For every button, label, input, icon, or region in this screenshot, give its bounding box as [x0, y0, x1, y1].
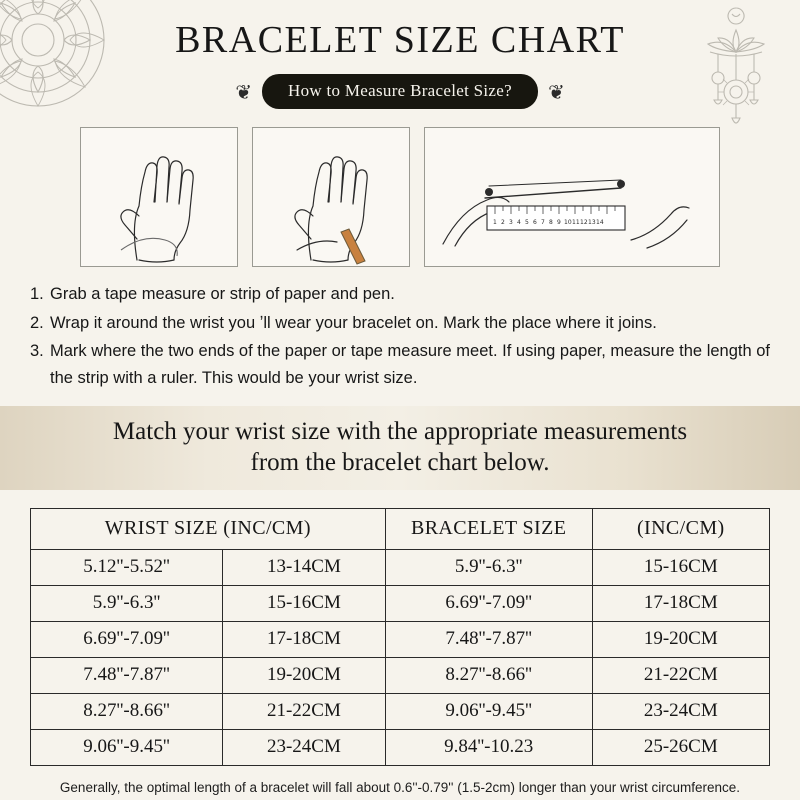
- cell-bracelet-cm: 21-22CM: [592, 657, 769, 693]
- size-table: [30, 508, 770, 766]
- step-text: Grab a tape measure or strip of paper and pen.: [50, 285, 395, 303]
- cell-wrist-cm: 21-22CM: [223, 693, 386, 729]
- step-number: 2.: [30, 313, 44, 332]
- cell-wrist-cm: 15-16CM: [223, 585, 386, 621]
- cell-bracelet-cm: 19-20CM: [592, 621, 769, 657]
- cell-wrist-cm: 23-24CM: [223, 729, 386, 765]
- svg-text:11: 11: [572, 219, 580, 226]
- svg-text:7: 7: [541, 219, 545, 226]
- cell-bracelet-inch: 9.84''-10.23: [385, 729, 592, 765]
- cell-bracelet-inch: 6.69''-7.09'': [385, 585, 592, 621]
- step-number: 3.: [30, 342, 44, 361]
- svg-text:1: 1: [493, 219, 497, 226]
- svg-text:2: 2: [501, 219, 505, 226]
- list-item: [30, 310, 770, 337]
- svg-text:4: 4: [517, 219, 521, 226]
- svg-text:8: 8: [549, 219, 553, 226]
- step-text: Wrap it around the wrist you ʼll wear your bracelet on. Mark the place where it joins.: [50, 313, 657, 332]
- svg-text:3: 3: [509, 219, 513, 226]
- illustration-hand-with-paper-strip: [252, 127, 410, 267]
- footnote: Generally, the optimal length of a bracelet will fall about 0.6''-0.79'' (1.5-2cm) longer than your wrist circumference.: [59, 779, 741, 795]
- cell-bracelet-inch: 5.9''-6.3'': [385, 549, 592, 585]
- cell-bracelet-cm: 17-18CM: [592, 585, 769, 621]
- svg-text:14: 14: [596, 219, 604, 226]
- cell-bracelet-cm: 25-26CM: [592, 729, 769, 765]
- flourish-right-icon: ❦: [547, 79, 565, 104]
- illustration-hand-with-tape-measure: [80, 127, 238, 267]
- illustration-row: [0, 127, 800, 267]
- hand-tape-drawing-icon: [81, 128, 239, 268]
- cell-wrist-inch: 5.12''-5.52'': [31, 549, 223, 585]
- header-bracelet-size: BRACELET SIZE: [385, 508, 592, 549]
- cell-bracelet-inch: 9.06''-9.45'': [385, 693, 592, 729]
- table-row: [31, 693, 770, 729]
- subtitle-row: [0, 74, 800, 109]
- table-row: [31, 657, 770, 693]
- table-row: [31, 549, 770, 585]
- svg-text:12: 12: [580, 219, 588, 226]
- subtitle-pill: How to Measure Bracelet Size?: [262, 74, 538, 109]
- cell-bracelet-inch: 7.48''-7.87'': [385, 621, 592, 657]
- cell-wrist-inch: 7.48''-7.87'': [31, 657, 223, 693]
- list-item: [30, 281, 770, 308]
- svg-text:13: 13: [588, 219, 596, 226]
- cell-wrist-inch: 9.06''-9.45'': [31, 729, 223, 765]
- step-number: 1.: [30, 285, 44, 303]
- table-row: [31, 621, 770, 657]
- ruler-measure-icon: [425, 128, 721, 268]
- band-line-1: Match your wrist size with the appropriate measurements: [112, 417, 688, 445]
- svg-text:5: 5: [525, 219, 529, 226]
- cell-wrist-inch: 6.69''-7.09'': [31, 621, 223, 657]
- cell-bracelet-cm: 23-24CM: [592, 693, 769, 729]
- cell-bracelet-cm: 15-16CM: [592, 549, 769, 585]
- step-text: Mark where the two ends of the paper or tape measure meet. If using paper, measure the length of the strip with a ruler. This would be your wrist size.: [50, 342, 770, 388]
- cell-wrist-cm: 13-14CM: [223, 549, 386, 585]
- table-row: [31, 729, 770, 765]
- svg-text:6: 6: [533, 219, 537, 226]
- cell-wrist-cm: 17-18CM: [223, 621, 386, 657]
- cell-wrist-inch: 5.9''-6.3'': [31, 585, 223, 621]
- flourish-left-icon: ❦: [235, 79, 253, 104]
- cell-wrist-inch: 8.27''-8.66'': [31, 693, 223, 729]
- page-title: BRACELET SIZE CHART: [175, 19, 625, 61]
- table-row: [31, 585, 770, 621]
- svg-text:9: 9: [557, 219, 561, 226]
- list-item: [30, 338, 770, 391]
- band-line-2: from the bracelet chart below.: [250, 448, 550, 476]
- cell-wrist-cm: 19-20CM: [223, 657, 386, 693]
- header-wrist-size: WRIST SIZE (INC/CM): [31, 508, 386, 549]
- hand-paper-strip-icon: [253, 128, 411, 268]
- header-bracelet-units: (INC/CM): [592, 508, 769, 549]
- illustration-measuring-strip-with-ruler: [424, 127, 720, 267]
- table-header-row: [31, 508, 770, 549]
- match-size-band: [0, 406, 800, 490]
- svg-text:10: 10: [564, 219, 572, 226]
- cell-bracelet-inch: 8.27''-8.66'': [385, 657, 592, 693]
- instruction-steps: [30, 281, 770, 392]
